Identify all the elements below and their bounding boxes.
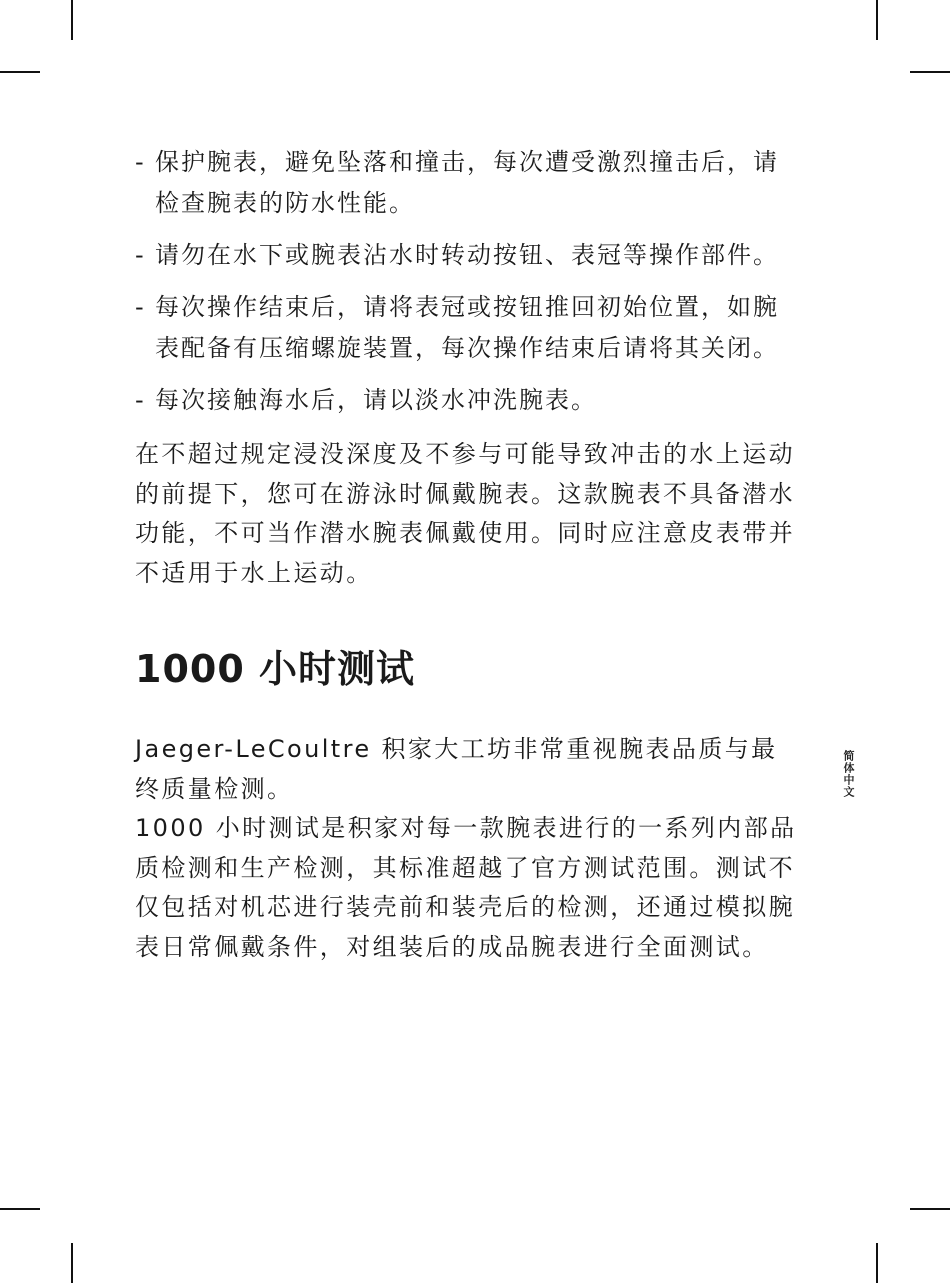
bullet-text: 每次接触海水后，请以淡水冲洗腕表。 [155, 386, 597, 414]
intro-paragraph: Jaeger-LeCoultre 积家大工坊非常重视腕表品质与最终质量检测。 [135, 735, 778, 803]
crop-mark-bottom-left-horizontal [0, 1208, 40, 1210]
crop-mark-bottom-right-horizontal [910, 1208, 950, 1210]
crop-mark-top-right-vertical [876, 0, 878, 40]
bullet-marker: - [135, 148, 146, 176]
crop-mark-top-left-vertical [71, 0, 73, 40]
swimming-paragraph: 在不超过规定浸没深度及不参与可能导致冲击的水上运动的前提下，您可在游泳时佩戴腕表。这款腕表不具备潜水功能，不可当作潜水腕表佩戴使用。同时应注意皮表带并不适用于水上运动。 [135, 440, 795, 587]
bullet-marker: - [135, 293, 146, 321]
page-content [135, 142, 803, 967]
test-description-paragraph: 1000 小时测试是积家对每一款腕表进行的一系列内部品质检测和生产检测，其标准超越了官方测试范围。测试不仅包括对机芯进行装壳前和装壳后的检测，还通过模拟腕表日常佩戴条件，对组装后的成品腕表进行全面测试。 [135, 814, 797, 961]
language-side-label: 简体中文 [842, 750, 855, 798]
bullet-item [135, 235, 803, 276]
bullet-marker: - [135, 386, 146, 414]
crop-mark-bottom-left-vertical [71, 1243, 73, 1283]
crop-mark-top-left-horizontal [0, 71, 40, 73]
bullet-text: 请勿在水下或腕表沾水时转动按钮、表冠等操作部件。 [155, 241, 779, 269]
bullet-item [135, 287, 803, 369]
section-heading: 1000 小时测试 [135, 647, 415, 691]
crop-mark-bottom-right-vertical [876, 1243, 878, 1283]
bullet-item [135, 142, 803, 224]
crop-mark-top-right-horizontal [910, 71, 950, 73]
bullet-text: 保护腕表，避免坠落和撞击，每次遭受激烈撞击后，请检查腕表的防水性能。 [155, 148, 779, 217]
bullet-text: 每次操作结束后，请将表冠或按钮推回初始位置，如腕表配备有压缩螺旋装置，每次操作结束后请将其关闭。 [155, 293, 779, 362]
bullet-marker: - [135, 241, 146, 269]
bullet-item [135, 380, 803, 421]
